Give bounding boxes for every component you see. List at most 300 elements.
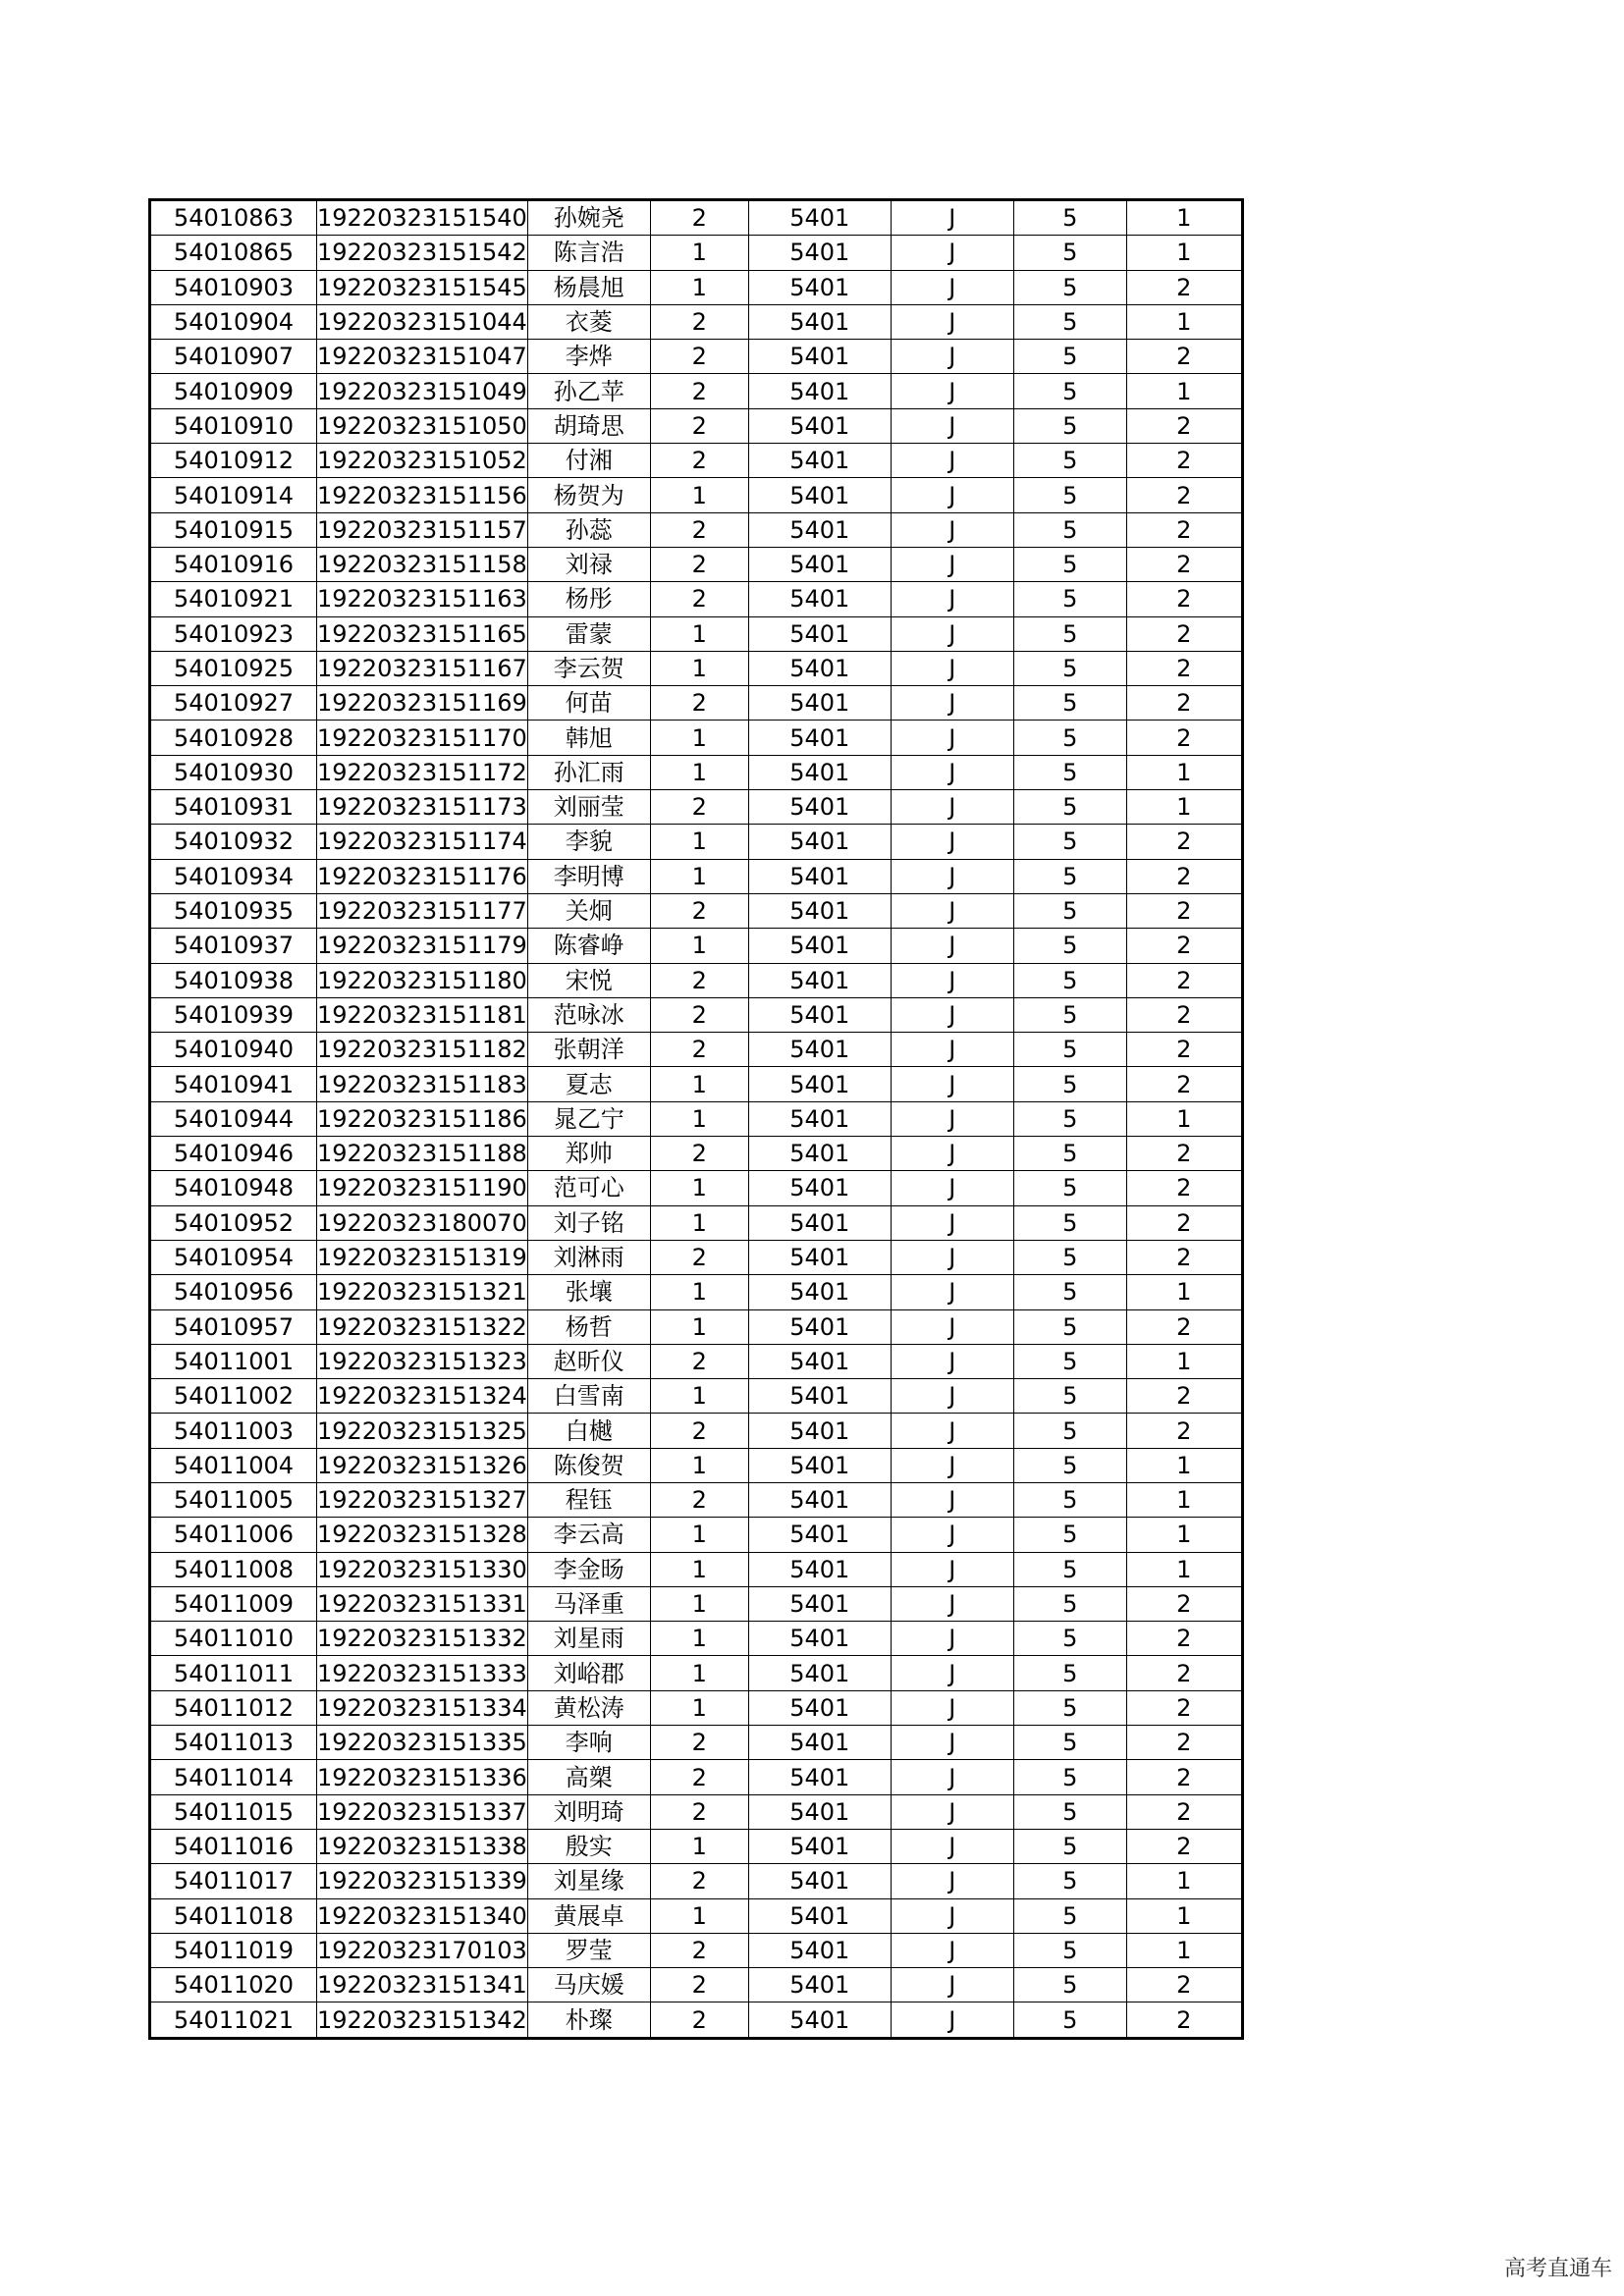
group-cell: 1 [1126, 1344, 1242, 1378]
category-cell: J [891, 1171, 1013, 1205]
table-row [150, 721, 1243, 755]
gender-cell: 2 [650, 1240, 748, 1274]
registration-number-cell: 19220323151186 [317, 1101, 528, 1136]
table-row [150, 1137, 1243, 1171]
gender-cell: 2 [650, 686, 748, 721]
type-cell: 5 [1013, 721, 1126, 755]
category-cell: J [891, 825, 1013, 859]
registration-number-cell: 19220323151336 [317, 1760, 528, 1794]
group-cell: 1 [1126, 374, 1242, 408]
category-cell: J [891, 1518, 1013, 1552]
registration-number-cell: 19220323151180 [317, 963, 528, 997]
group-cell: 2 [1126, 1794, 1242, 1829]
name-cell: 刘星缘 [527, 1864, 650, 1898]
registration-number-cell: 19220323151049 [317, 374, 528, 408]
category-cell: J [891, 1309, 1013, 1344]
registration-number-cell: 19220323151326 [317, 1448, 528, 1482]
category-cell: J [891, 1344, 1013, 1378]
group-cell: 2 [1126, 478, 1242, 512]
type-cell: 5 [1013, 1379, 1126, 1414]
group-cell: 2 [1126, 340, 1242, 374]
registration-number-cell: 19220323151322 [317, 1309, 528, 1344]
exam-id-cell: 54010940 [150, 1033, 317, 1067]
gender-cell: 2 [650, 1968, 748, 2002]
table-row [150, 859, 1243, 893]
category-cell: J [891, 686, 1013, 721]
gender-cell: 1 [650, 651, 748, 685]
category-cell: J [891, 929, 1013, 963]
code-cell: 5401 [748, 1690, 891, 1725]
gender-cell: 2 [650, 790, 748, 825]
gender-cell: 1 [650, 616, 748, 651]
gender-cell: 1 [650, 1518, 748, 1552]
code-cell: 5401 [748, 997, 891, 1032]
category-cell: J [891, 1898, 1013, 1933]
type-cell: 5 [1013, 1622, 1126, 1656]
category-cell: J [891, 1414, 1013, 1448]
registration-number-cell: 19220323151177 [317, 893, 528, 928]
type-cell: 5 [1013, 1968, 1126, 2002]
gender-cell: 2 [650, 582, 748, 616]
registration-number-cell: 19220323151339 [317, 1864, 528, 1898]
table-row [150, 825, 1243, 859]
gender-cell: 2 [650, 1726, 748, 1760]
type-cell: 5 [1013, 1033, 1126, 1067]
group-cell: 1 [1126, 755, 1242, 789]
registration-number-cell: 19220323151542 [317, 236, 528, 270]
group-cell: 1 [1126, 1448, 1242, 1482]
table-row [150, 200, 1243, 236]
gender-cell: 2 [650, 1033, 748, 1067]
exam-id-cell: 54011016 [150, 1829, 317, 1863]
table-row [150, 686, 1243, 721]
group-cell: 2 [1126, 686, 1242, 721]
name-cell: 杨哲 [527, 1309, 650, 1344]
category-cell: J [891, 444, 1013, 478]
name-cell: 刘淋雨 [527, 1240, 650, 1274]
table-row [150, 1933, 1243, 1967]
exam-id-cell: 54011002 [150, 1379, 317, 1414]
name-cell: 黄松涛 [527, 1690, 650, 1725]
name-cell: 范咏冰 [527, 997, 650, 1032]
category-cell: J [891, 755, 1013, 789]
registration-number-cell: 19220323151172 [317, 755, 528, 789]
table-row [150, 270, 1243, 304]
gender-cell: 1 [650, 1586, 748, 1621]
type-cell: 5 [1013, 1933, 1126, 1967]
group-cell: 2 [1126, 1171, 1242, 1205]
table-row [150, 1829, 1243, 1863]
table-row [150, 1240, 1243, 1274]
registration-number-cell: 19220323151324 [317, 1379, 528, 1414]
exam-id-cell: 54010904 [150, 304, 317, 339]
code-cell: 5401 [748, 616, 891, 651]
group-cell: 2 [1126, 1656, 1242, 1690]
exam-id-cell: 54010941 [150, 1067, 317, 1101]
gender-cell: 2 [650, 1760, 748, 1794]
group-cell: 1 [1126, 1864, 1242, 1898]
name-cell: 陈睿峥 [527, 929, 650, 963]
name-cell: 赵昕仪 [527, 1344, 650, 1378]
group-cell: 1 [1126, 1101, 1242, 1136]
registration-number-cell: 19220323151321 [317, 1275, 528, 1309]
code-cell: 5401 [748, 1829, 891, 1863]
name-cell: 黄展卓 [527, 1898, 650, 1933]
category-cell: J [891, 1101, 1013, 1136]
exam-id-cell: 54010921 [150, 582, 317, 616]
category-cell: J [891, 512, 1013, 547]
code-cell: 5401 [748, 1171, 891, 1205]
code-cell: 5401 [748, 963, 891, 997]
category-cell: J [891, 582, 1013, 616]
code-cell: 5401 [748, 1379, 891, 1414]
table-row [150, 340, 1243, 374]
group-cell: 2 [1126, 1586, 1242, 1621]
table-row [150, 444, 1243, 478]
group-cell: 2 [1126, 1309, 1242, 1344]
table-row [150, 651, 1243, 685]
registration-number-cell: 19220323151157 [317, 512, 528, 547]
code-cell: 5401 [748, 1760, 891, 1794]
table-row [150, 547, 1243, 581]
name-cell: 李烨 [527, 340, 650, 374]
table-row [150, 1482, 1243, 1517]
table-row [150, 1656, 1243, 1690]
category-cell: J [891, 304, 1013, 339]
code-cell: 5401 [748, 1448, 891, 1482]
exam-id-cell: 54010946 [150, 1137, 317, 1171]
group-cell: 1 [1126, 790, 1242, 825]
registration-number-cell: 19220323151335 [317, 1726, 528, 1760]
type-cell: 5 [1013, 1171, 1126, 1205]
registration-number-cell: 19220323151188 [317, 1137, 528, 1171]
name-cell: 宋悦 [527, 963, 650, 997]
category-cell: J [891, 547, 1013, 581]
name-cell: 范可心 [527, 1171, 650, 1205]
gender-cell: 1 [650, 1205, 748, 1240]
name-cell: 杨彤 [527, 582, 650, 616]
registration-number-cell: 19220323151179 [317, 929, 528, 963]
registration-number-cell: 19220323151050 [317, 408, 528, 443]
name-cell: 孙婉尧 [527, 200, 650, 236]
type-cell: 5 [1013, 1829, 1126, 1863]
table-row [150, 997, 1243, 1032]
name-cell: 刘丽莹 [527, 790, 650, 825]
table-row [150, 1205, 1243, 1240]
type-cell: 5 [1013, 1137, 1126, 1171]
table-row [150, 963, 1243, 997]
exam-id-cell: 54010915 [150, 512, 317, 547]
category-cell: J [891, 1622, 1013, 1656]
registration-number-cell: 19220323151330 [317, 1552, 528, 1586]
code-cell: 5401 [748, 929, 891, 963]
gender-cell: 1 [650, 859, 748, 893]
exam-id-cell: 54011008 [150, 1552, 317, 1586]
exam-id-cell: 54011013 [150, 1726, 317, 1760]
exam-id-cell: 54010865 [150, 236, 317, 270]
code-cell: 5401 [748, 1864, 891, 1898]
exam-id-cell: 54010910 [150, 408, 317, 443]
group-cell: 1 [1126, 1933, 1242, 1967]
table-row [150, 1726, 1243, 1760]
gender-cell: 2 [650, 340, 748, 374]
name-cell: 刘禄 [527, 547, 650, 581]
type-cell: 5 [1013, 1240, 1126, 1274]
code-cell: 5401 [748, 547, 891, 581]
gender-cell: 1 [650, 1622, 748, 1656]
exam-id-cell: 54010928 [150, 721, 317, 755]
registration-number-cell: 19220323180070 [317, 1205, 528, 1240]
category-cell: J [891, 893, 1013, 928]
type-cell: 5 [1013, 408, 1126, 443]
name-cell: 陈言浩 [527, 236, 650, 270]
gender-cell: 1 [650, 1275, 748, 1309]
name-cell: 陈俊贺 [527, 1448, 650, 1482]
gender-cell: 2 [650, 1482, 748, 1517]
group-cell: 2 [1126, 929, 1242, 963]
table-row [150, 1448, 1243, 1482]
registration-number-cell: 19220323151183 [317, 1067, 528, 1101]
type-cell: 5 [1013, 478, 1126, 512]
name-cell: 李云高 [527, 1518, 650, 1552]
registration-number-cell: 19220323151342 [317, 2002, 528, 2038]
registration-number-cell: 19220323151340 [317, 1898, 528, 1933]
gender-cell: 1 [650, 1448, 748, 1482]
group-cell: 2 [1126, 444, 1242, 478]
code-cell: 5401 [748, 1033, 891, 1067]
name-cell: 殷实 [527, 1829, 650, 1863]
table-row [150, 1067, 1243, 1101]
gender-cell: 1 [650, 1067, 748, 1101]
type-cell: 5 [1013, 686, 1126, 721]
exam-id-cell: 54010954 [150, 1240, 317, 1274]
name-cell: 晁乙宁 [527, 1101, 650, 1136]
category-cell: J [891, 1586, 1013, 1621]
code-cell: 5401 [748, 270, 891, 304]
exam-id-cell: 54010927 [150, 686, 317, 721]
table-row [150, 1414, 1243, 1448]
table-row [150, 616, 1243, 651]
name-cell: 程钰 [527, 1482, 650, 1517]
exam-id-cell: 54010925 [150, 651, 317, 685]
registration-number-cell: 19220323151156 [317, 478, 528, 512]
exam-id-cell: 54011001 [150, 1344, 317, 1378]
exam-id-cell: 54011019 [150, 1933, 317, 1967]
type-cell: 5 [1013, 1205, 1126, 1240]
registration-number-cell: 19220323151540 [317, 200, 528, 236]
exam-id-cell: 54010932 [150, 825, 317, 859]
type-cell: 5 [1013, 1448, 1126, 1482]
code-cell: 5401 [748, 444, 891, 478]
type-cell: 5 [1013, 997, 1126, 1032]
gender-cell: 1 [650, 478, 748, 512]
type-cell: 5 [1013, 1552, 1126, 1586]
code-cell: 5401 [748, 408, 891, 443]
type-cell: 5 [1013, 790, 1126, 825]
category-cell: J [891, 1933, 1013, 1967]
group-cell: 2 [1126, 1205, 1242, 1240]
table-row [150, 1552, 1243, 1586]
code-cell: 5401 [748, 1344, 891, 1378]
registration-number-cell: 19220323151338 [317, 1829, 528, 1863]
category-cell: J [891, 1864, 1013, 1898]
name-cell: 李响 [527, 1726, 650, 1760]
exam-id-cell: 54010934 [150, 859, 317, 893]
name-cell: 李貌 [527, 825, 650, 859]
name-cell: 李金旸 [527, 1552, 650, 1586]
name-cell: 关炯 [527, 893, 650, 928]
group-cell: 1 [1126, 1275, 1242, 1309]
category-cell: J [891, 408, 1013, 443]
exam-id-cell: 54011015 [150, 1794, 317, 1829]
gender-cell: 2 [650, 304, 748, 339]
code-cell: 5401 [748, 1101, 891, 1136]
category-cell: J [891, 1379, 1013, 1414]
exam-id-cell: 54011005 [150, 1482, 317, 1517]
name-cell: 夏志 [527, 1067, 650, 1101]
registration-number-cell: 19220323151158 [317, 547, 528, 581]
name-cell: 朴璨 [527, 2002, 650, 2038]
exam-id-cell: 54010903 [150, 270, 317, 304]
code-cell: 5401 [748, 200, 891, 236]
category-cell: J [891, 1240, 1013, 1274]
type-cell: 5 [1013, 1690, 1126, 1725]
exam-id-cell: 54011014 [150, 1760, 317, 1794]
type-cell: 5 [1013, 1275, 1126, 1309]
exam-id-cell: 54010916 [150, 547, 317, 581]
name-cell: 刘星雨 [527, 1622, 650, 1656]
code-cell: 5401 [748, 582, 891, 616]
exam-id-cell: 54010935 [150, 893, 317, 928]
type-cell: 5 [1013, 1309, 1126, 1344]
code-cell: 5401 [748, 1586, 891, 1621]
type-cell: 5 [1013, 893, 1126, 928]
gender-cell: 2 [650, 512, 748, 547]
name-cell: 杨晨旭 [527, 270, 650, 304]
type-cell: 5 [1013, 444, 1126, 478]
registration-number-cell: 19220323151190 [317, 1171, 528, 1205]
table-body [150, 200, 1243, 2039]
name-cell: 韩旭 [527, 721, 650, 755]
name-cell: 胡琦思 [527, 408, 650, 443]
registration-number-cell: 19220323151337 [317, 1794, 528, 1829]
type-cell: 5 [1013, 859, 1126, 893]
code-cell: 5401 [748, 304, 891, 339]
category-cell: J [891, 340, 1013, 374]
code-cell: 5401 [748, 825, 891, 859]
gender-cell: 1 [650, 1101, 748, 1136]
table-row [150, 1033, 1243, 1067]
name-cell: 高槊 [527, 1760, 650, 1794]
name-cell: 雷蒙 [527, 616, 650, 651]
table-row [150, 1898, 1243, 1933]
category-cell: J [891, 790, 1013, 825]
group-cell: 1 [1126, 1552, 1242, 1586]
category-cell: J [891, 721, 1013, 755]
exam-id-cell: 54011006 [150, 1518, 317, 1552]
exam-id-cell: 54011004 [150, 1448, 317, 1482]
exam-id-cell: 54010931 [150, 790, 317, 825]
name-cell: 孙汇雨 [527, 755, 650, 789]
registration-number-cell: 19220323151333 [317, 1656, 528, 1690]
category-cell: J [891, 1968, 1013, 2002]
type-cell: 5 [1013, 1656, 1126, 1690]
table-row [150, 1690, 1243, 1725]
category-cell: J [891, 1829, 1013, 1863]
registration-number-cell: 19220323151167 [317, 651, 528, 685]
table-row [150, 1309, 1243, 1344]
category-cell: J [891, 997, 1013, 1032]
code-cell: 5401 [748, 755, 891, 789]
gender-cell: 2 [650, 547, 748, 581]
gender-cell: 1 [650, 270, 748, 304]
group-cell: 2 [1126, 825, 1242, 859]
group-cell: 2 [1126, 408, 1242, 443]
type-cell: 5 [1013, 1726, 1126, 1760]
registration-number-cell: 19220323151174 [317, 825, 528, 859]
table-row [150, 1379, 1243, 1414]
exam-id-cell: 54010937 [150, 929, 317, 963]
registration-number-cell: 19220323151334 [317, 1690, 528, 1725]
group-cell: 2 [1126, 1067, 1242, 1101]
group-cell: 2 [1126, 1379, 1242, 1414]
table-row [150, 236, 1243, 270]
category-cell: J [891, 1760, 1013, 1794]
category-cell: J [891, 1448, 1013, 1482]
code-cell: 5401 [748, 1309, 891, 1344]
name-cell: 付湘 [527, 444, 650, 478]
exam-id-cell: 54011021 [150, 2002, 317, 2038]
group-cell: 2 [1126, 963, 1242, 997]
category-cell: J [891, 651, 1013, 685]
category-cell: J [891, 616, 1013, 651]
student-list-table [148, 198, 1244, 2040]
gender-cell: 1 [650, 1379, 748, 1414]
registration-number-cell: 19220323151165 [317, 616, 528, 651]
type-cell: 5 [1013, 1864, 1126, 1898]
name-cell: 刘明琦 [527, 1794, 650, 1829]
group-cell: 2 [1126, 1414, 1242, 1448]
registration-number-cell: 19220323151323 [317, 1344, 528, 1378]
category-cell: J [891, 859, 1013, 893]
group-cell: 1 [1126, 1518, 1242, 1552]
code-cell: 5401 [748, 236, 891, 270]
registration-number-cell: 19220323151182 [317, 1033, 528, 1067]
registration-number-cell: 19220323151327 [317, 1482, 528, 1517]
type-cell: 5 [1013, 963, 1126, 997]
table-row [150, 304, 1243, 339]
category-cell: J [891, 1552, 1013, 1586]
gender-cell: 1 [650, 721, 748, 755]
gender-cell: 2 [650, 2002, 748, 2038]
group-cell: 2 [1126, 512, 1242, 547]
gender-cell: 1 [650, 1171, 748, 1205]
registration-number-cell: 19220323151341 [317, 1968, 528, 2002]
type-cell: 5 [1013, 547, 1126, 581]
registration-number-cell: 19220323151545 [317, 270, 528, 304]
table-row [150, 1760, 1243, 1794]
type-cell: 5 [1013, 1344, 1126, 1378]
type-cell: 5 [1013, 1794, 1126, 1829]
table-row [150, 755, 1243, 789]
registration-number-cell: 19220323151332 [317, 1622, 528, 1656]
code-cell: 5401 [748, 1726, 891, 1760]
table-row [150, 2002, 1243, 2038]
exam-id-cell: 54010957 [150, 1309, 317, 1344]
gender-cell: 1 [650, 825, 748, 859]
category-cell: J [891, 1275, 1013, 1309]
category-cell: J [891, 1137, 1013, 1171]
